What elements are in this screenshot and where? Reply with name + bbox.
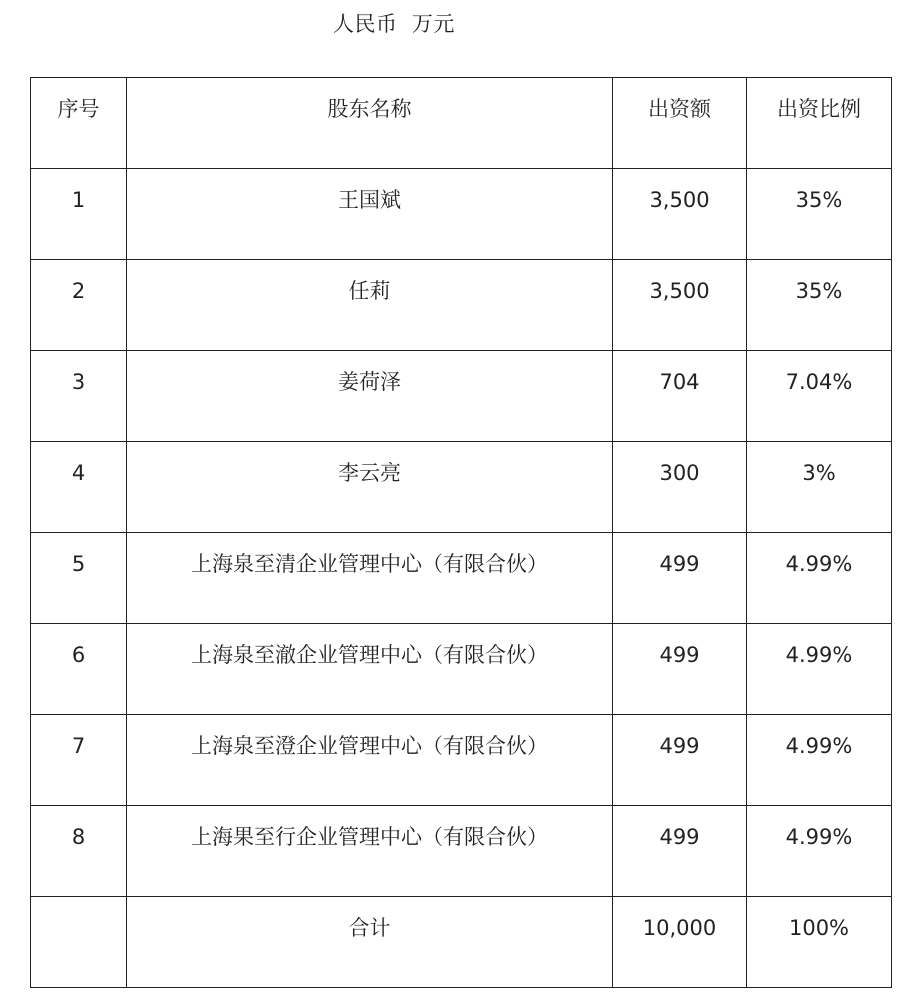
table-row bbox=[31, 351, 892, 442]
total-ratio-value: 100% bbox=[788, 916, 850, 940]
ratio-value: 4.99% bbox=[785, 552, 853, 576]
ratio-value: 3% bbox=[802, 461, 836, 485]
header-name-label: 股东名称 bbox=[327, 97, 412, 121]
ratio-cell bbox=[747, 442, 892, 533]
amount-cell bbox=[613, 715, 747, 806]
ratio-value: 4.99% bbox=[785, 734, 853, 758]
seq-cell bbox=[31, 442, 127, 533]
seq-value: 5 bbox=[71, 552, 86, 576]
seq-value: 6 bbox=[71, 643, 86, 667]
table-row bbox=[31, 260, 892, 351]
amount-value: 499 bbox=[659, 825, 700, 849]
amount-cell bbox=[613, 351, 747, 442]
total-amount-cell bbox=[613, 897, 747, 988]
amount-value: 499 bbox=[659, 552, 700, 576]
total-ratio-cell bbox=[747, 897, 892, 988]
seq-cell bbox=[31, 715, 127, 806]
seq-value: 7 bbox=[71, 734, 86, 758]
name-cell bbox=[127, 442, 613, 533]
name-cell bbox=[127, 533, 613, 624]
table-row bbox=[31, 169, 892, 260]
ratio-value: 4.99% bbox=[785, 643, 853, 667]
total-row bbox=[31, 897, 892, 988]
ratio-cell bbox=[747, 533, 892, 624]
shareholder-name: 姜荷泽 bbox=[338, 370, 401, 394]
ratio-cell bbox=[747, 351, 892, 442]
header-ratio-label: 出资比例 bbox=[777, 97, 861, 121]
seq-value: 3 bbox=[71, 370, 86, 394]
table-row bbox=[31, 715, 892, 806]
amount-cell bbox=[613, 624, 747, 715]
shareholder-table bbox=[30, 77, 892, 988]
seq-value: 4 bbox=[71, 461, 86, 485]
table-row bbox=[31, 442, 892, 533]
seq-value: 1 bbox=[71, 188, 86, 212]
total-seq-value bbox=[31, 897, 126, 916]
shareholder-name: 李云亮 bbox=[338, 461, 401, 485]
name-cell bbox=[127, 806, 613, 897]
ratio-value: 35% bbox=[795, 279, 843, 303]
amount-cell bbox=[613, 169, 747, 260]
table-row bbox=[31, 624, 892, 715]
total-label-cell bbox=[127, 897, 613, 988]
amount-value: 300 bbox=[659, 461, 700, 485]
amount-value: 3,500 bbox=[649, 188, 710, 212]
shareholder-name: 王国斌 bbox=[338, 188, 401, 212]
ratio-cell bbox=[747, 169, 892, 260]
amount-value: 499 bbox=[659, 734, 700, 758]
ratio-cell bbox=[747, 260, 892, 351]
ratio-value: 7.04% bbox=[785, 370, 853, 394]
seq-cell bbox=[31, 260, 127, 351]
seq-cell bbox=[31, 351, 127, 442]
header-cell-amount bbox=[613, 78, 747, 169]
amount-value: 3,500 bbox=[649, 279, 710, 303]
seq-cell bbox=[31, 533, 127, 624]
total-seq-cell bbox=[31, 897, 127, 988]
total-label: 合计 bbox=[348, 916, 391, 940]
ratio-cell bbox=[747, 715, 892, 806]
table-row bbox=[31, 533, 892, 624]
seq-value: 8 bbox=[71, 825, 86, 849]
shareholder-name: 上海泉至澈企业管理中心（有限合伙） bbox=[191, 643, 548, 667]
total-amount-value: 10,000 bbox=[642, 916, 717, 940]
shareholder-name: 上海泉至清企业管理中心（有限合伙） bbox=[191, 552, 548, 576]
name-cell bbox=[127, 169, 613, 260]
shareholder-name: 上海泉至澄企业管理中心（有限合伙） bbox=[191, 734, 548, 758]
name-cell bbox=[127, 624, 613, 715]
ratio-cell bbox=[747, 624, 892, 715]
shareholder-name: 上海果至行企业管理中心（有限合伙） bbox=[191, 825, 548, 849]
header-cell-name bbox=[127, 78, 613, 169]
ratio-value: 4.99% bbox=[785, 825, 853, 849]
amount-cell bbox=[613, 533, 747, 624]
ratio-value: 35% bbox=[795, 188, 843, 212]
header-amount-label: 出资额 bbox=[648, 97, 711, 121]
ratio-cell bbox=[747, 806, 892, 897]
name-cell bbox=[127, 260, 613, 351]
header-seq-label: 序号 bbox=[57, 97, 100, 121]
currency-unit-caption: 人民币 万元 bbox=[333, 12, 455, 36]
amount-cell bbox=[613, 442, 747, 533]
amount-value: 499 bbox=[659, 643, 700, 667]
amount-cell bbox=[613, 260, 747, 351]
shareholder-name: 任莉 bbox=[348, 279, 391, 303]
header-cell-ratio bbox=[747, 78, 892, 169]
header-cell-seq bbox=[31, 78, 127, 169]
amount-value: 704 bbox=[659, 370, 700, 394]
table-row bbox=[31, 806, 892, 897]
seq-value: 2 bbox=[71, 279, 86, 303]
name-cell bbox=[127, 351, 613, 442]
seq-cell bbox=[31, 806, 127, 897]
seq-cell bbox=[31, 169, 127, 260]
name-cell bbox=[127, 715, 613, 806]
amount-cell bbox=[613, 806, 747, 897]
seq-cell bbox=[31, 624, 127, 715]
table-header-row bbox=[31, 78, 892, 169]
